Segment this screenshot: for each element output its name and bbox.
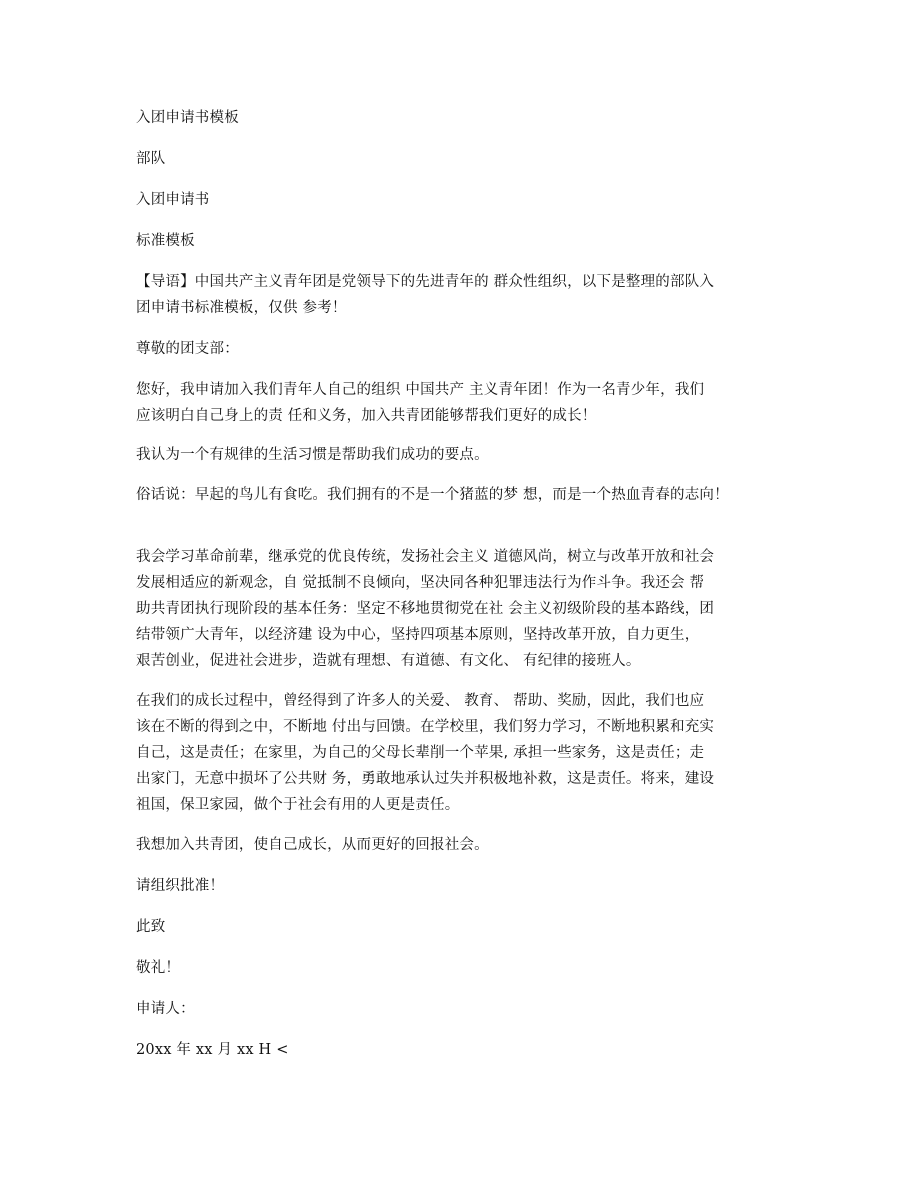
doc-subtitle-unit: 部队 xyxy=(136,151,166,167)
paragraph-line: 助共青团执行现阶段的基本任务：坚定不移地贯彻党在社 会主义初级阶段的基本路线，团 xyxy=(136,601,715,617)
paragraph-line: 祖国，保卫家园，做个于社会有用的人更是责任。 xyxy=(136,797,460,813)
paragraph-line: 我认为一个有规律的生活习惯是帮助我们成功的要点。 xyxy=(136,447,489,463)
paragraph-line: 我想加入共青团，使自己成长，从而更好的回报社会。 xyxy=(136,837,489,853)
paragraph-line: 出家门，无意中损坏了公共财 务，勇敢地承认过失并积极地补救，这是责任。将来，建设 xyxy=(136,771,715,787)
paragraph-line: 我会学习革命前辈，继承党的优良传统，发扬社会主义 道德风尚，树立与改革开放和社会 xyxy=(136,549,715,565)
doc-title: 入团申请书模板 xyxy=(136,110,239,126)
paragraph-line: 您好，我申请加入我们青年人自己的组织 中国共产 主义青年团！作为一名青少年，我们 xyxy=(136,382,705,398)
request-line: 请组织批准！ xyxy=(136,878,225,894)
paragraph-line: 在我们的成长过程中，曾经得到了许多人的关爱、 教育、 帮助、奖励，因此，我们也应 xyxy=(136,693,705,709)
date-line: 20xx 年 xx 月 xx H < xyxy=(136,1042,289,1058)
paragraph-line: 发展相适应的新观念，自 觉抵制不良倾向，坚决同各种犯罪违法行为作斗争。我还会 帮 xyxy=(136,575,705,591)
paragraph-line: 该在不断的得到之中，不断地 付出与回馈。在学校里，我们努力学习，不断地积累和充实 xyxy=(136,719,715,735)
document-page xyxy=(136,0,816,1191)
applicant-label: 申请人： xyxy=(136,1001,195,1017)
paragraph-line: 艰苦创业，促进社会进步，造就有理想、有道德、有文化、 有纪律的接班人。 xyxy=(136,653,641,669)
intro-line: 团申请书标准模板，仅供 参考！ xyxy=(136,300,347,316)
intro-line: 【导语】中国共产主义青年团是党领导下的先进青年的 群众性组织，以下是整理的部队入 xyxy=(136,274,715,290)
closing-line: 此致 xyxy=(136,919,166,935)
doc-subtitle-type: 入团申请书 xyxy=(136,192,210,208)
paragraph-line: 结带领广大青年，以经济建 设为中心，坚持四项基本原则，坚持改革开放，自力更生， xyxy=(136,627,700,643)
doc-subtitle-template: 标准模板 xyxy=(136,233,195,249)
paragraph-line: 自己，这是责任；在家里，为自己的父母长辈削一个苹果, 承担一些家务，这是责任；走 xyxy=(136,745,705,761)
closing-line: 敬礼！ xyxy=(136,960,181,976)
paragraph-line: 俗话说：早起的鸟儿有食吃。我们拥有的不是一个猪蓝的梦 想，而是一个热血青春的志向！ xyxy=(136,487,729,503)
salutation: 尊敬的团支部： xyxy=(136,341,239,357)
paragraph-line: 应该明白自己身上的责 任和义务，加入共青团能够帮我们更好的成长！ xyxy=(136,408,597,424)
